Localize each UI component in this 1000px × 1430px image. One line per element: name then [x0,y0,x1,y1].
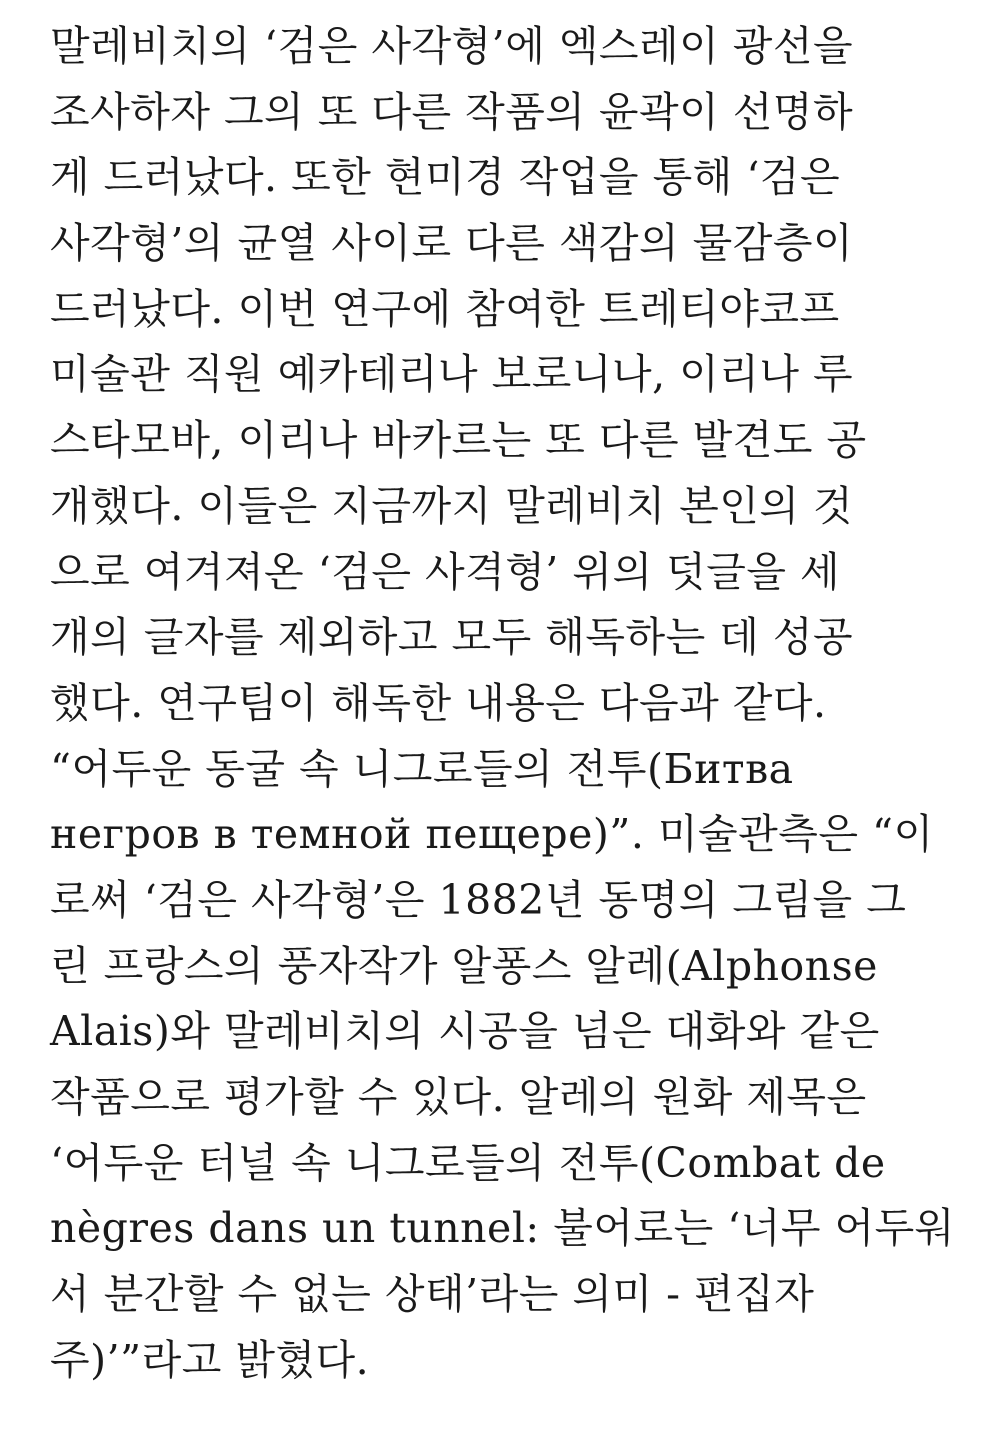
text-line: nègres dans un tunnel: 불어로는 ‘너무 어두워 [50,1204,955,1253]
text-line: 으로 여겨져온 ‘검은 사격형’ 위의 덧글을 세 [50,547,841,596]
text-line: 게 드러났다. 또한 현미경 작업을 통해 ‘검은 [50,153,841,202]
text-line: 미술관 직원 예카테리나 보로니나, 이리나 루 [50,350,854,399]
article-body [50,14,970,1393]
text-line: 드러났다. 이번 연구에 참여한 트레티야코프 [50,284,840,333]
text-line: 사각형’의 균열 사이로 다른 색감의 물감층이 [50,219,854,268]
text-line: 로써 ‘검은 사각형’은 1882년 동명의 그림을 그 [50,875,907,924]
text-line: 작품으로 평가할 수 있다. 알레의 원화 제목은 [50,1073,867,1121]
text-line: 했다. 연구팀이 해독한 내용은 다음과 같다. [50,678,827,727]
text-line: 개했다. 이들은 지금까지 말레비치 본인의 것 [50,481,854,530]
text-line: 스타모바, 이리나 바카르는 또 다른 발견도 공 [50,416,867,465]
text-line: 말레비치의 ‘검은 사각형’에 엑스레이 광선을 [50,22,854,70]
text-line: 린 프랑스의 풍자작가 알퐁스 알레(Alphonse [50,941,878,990]
text-line: негров в темной пещере)”. 미술관측은 “이 [50,810,934,859]
text-line: 조사하자 그의 또 다른 작품의 윤곽이 선명하 [50,87,854,136]
text-line: “어두운 동굴 속 니그로들의 전투(Битва [50,744,794,793]
text-line: 서 분간할 수 없는 상태’라는 의미 - 편집자 [50,1270,815,1319]
text-line: Alais)와 말레비치의 시공을 넘은 대화와 같은 [50,1007,880,1056]
text-line: 주)’”라고 밝혔다. [50,1335,370,1384]
text-line: ‘어두운 터널 속 니그로들의 전투(Combat de [50,1138,886,1187]
text-line: 개의 글자를 제외하고 모두 해독하는 데 성공 [50,613,854,662]
